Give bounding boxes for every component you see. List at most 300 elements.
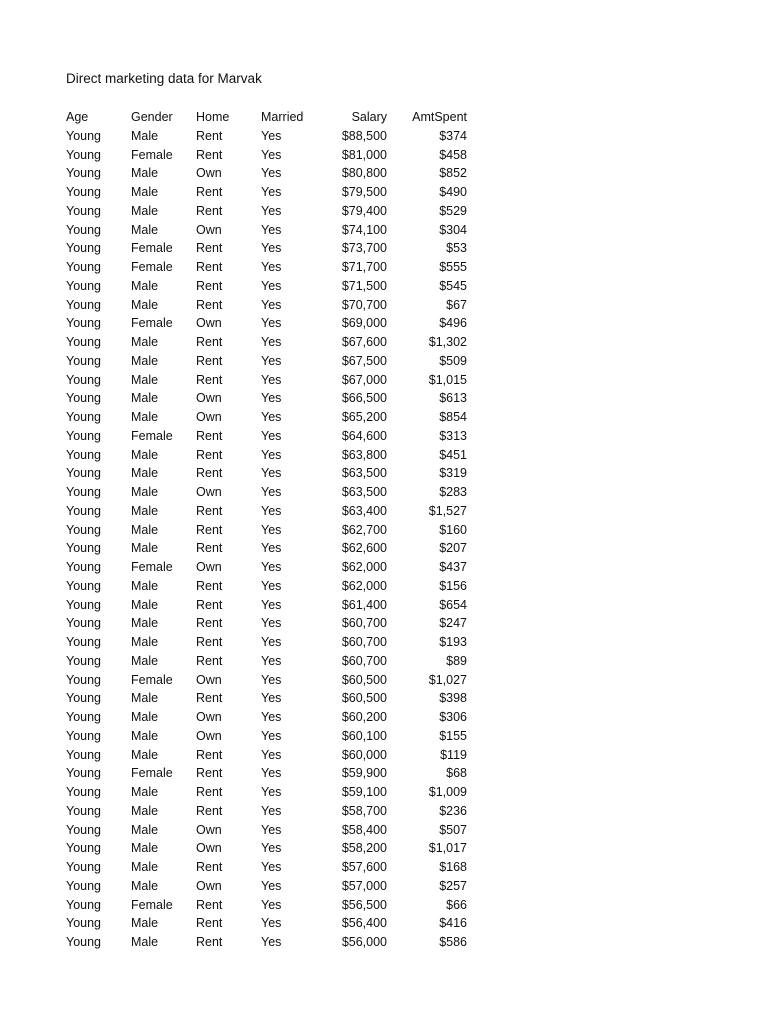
cell-married: Yes bbox=[261, 785, 282, 799]
table-row bbox=[66, 427, 467, 446]
cell-home: Rent bbox=[196, 203, 223, 218]
cell-home: Rent bbox=[196, 747, 223, 762]
cell-age: Young bbox=[66, 428, 101, 443]
cell-gender: Female bbox=[131, 897, 173, 912]
cell-salary: $59,900 bbox=[341, 766, 387, 781]
cell-gender: Male bbox=[131, 653, 159, 668]
cell-married: Yes bbox=[261, 766, 282, 781]
cell-amt-spent: $168 bbox=[439, 860, 467, 874]
cell-home: Own bbox=[196, 710, 222, 724]
cell-married: Yes bbox=[261, 541, 282, 556]
cell-gender: Female bbox=[131, 147, 173, 162]
table-row bbox=[66, 202, 467, 221]
cell-amt-spent: $496 bbox=[439, 316, 467, 331]
cell-age: Young bbox=[66, 860, 101, 874]
cell-married: Yes bbox=[261, 428, 282, 443]
table-row bbox=[66, 127, 467, 146]
table-row bbox=[66, 839, 467, 858]
cell-salary: $58,400 bbox=[341, 822, 387, 837]
cell-amt-spent: $437 bbox=[439, 560, 467, 574]
table-row bbox=[66, 764, 467, 783]
cell-salary: $58,700 bbox=[341, 803, 387, 818]
cell-gender: Male bbox=[131, 447, 159, 462]
cell-amt-spent: $613 bbox=[439, 391, 467, 406]
cell-salary: $59,100 bbox=[341, 785, 387, 799]
cell-home: Rent bbox=[196, 916, 223, 931]
table-row bbox=[66, 296, 467, 315]
cell-age: Young bbox=[66, 803, 101, 818]
cell-age: Young bbox=[66, 747, 101, 762]
cell-home: Rent bbox=[196, 297, 223, 312]
cell-amt-spent: $1,302 bbox=[428, 335, 467, 349]
cell-married: Yes bbox=[261, 560, 282, 574]
cell-married: Yes bbox=[261, 185, 282, 199]
cell-gender: Male bbox=[131, 860, 159, 874]
cell-amt-spent: $545 bbox=[439, 278, 467, 293]
cell-home: Rent bbox=[196, 860, 223, 874]
table-row bbox=[66, 333, 467, 352]
cell-gender: Female bbox=[131, 560, 173, 574]
document-title: Direct marketing data for Marvak bbox=[66, 71, 262, 86]
cell-salary: $60,500 bbox=[341, 672, 387, 687]
cell-home: Rent bbox=[196, 635, 223, 649]
cell-amt-spent: $53 bbox=[446, 241, 467, 256]
table-row bbox=[66, 502, 467, 521]
cell-salary: $64,600 bbox=[341, 428, 387, 443]
cell-amt-spent: $1,009 bbox=[428, 785, 467, 799]
cell-amt-spent: $374 bbox=[439, 128, 467, 143]
cell-married: Yes bbox=[261, 278, 282, 293]
cell-amt-spent: $529 bbox=[439, 203, 467, 218]
cell-home: Rent bbox=[196, 578, 223, 593]
cell-home: Own bbox=[196, 222, 222, 237]
cell-home: Rent bbox=[196, 353, 223, 368]
cell-married: Yes bbox=[261, 616, 282, 631]
cell-married: Yes bbox=[261, 447, 282, 462]
cell-gender: Male bbox=[131, 410, 159, 424]
cell-gender: Male bbox=[131, 278, 159, 293]
cell-gender: Female bbox=[131, 241, 173, 256]
cell-age: Young bbox=[66, 278, 101, 293]
cell-salary: $71,500 bbox=[341, 278, 387, 293]
cell-age: Young bbox=[66, 766, 101, 781]
cell-salary: $62,600 bbox=[341, 541, 387, 556]
cell-salary: $60,200 bbox=[341, 710, 387, 724]
cell-married: Yes bbox=[261, 128, 282, 143]
cell-home: Rent bbox=[196, 785, 223, 799]
cell-gender: Male bbox=[131, 578, 159, 593]
cell-age: Young bbox=[66, 503, 101, 518]
cell-married: Yes bbox=[261, 672, 282, 687]
table-row bbox=[66, 877, 467, 896]
table-row bbox=[66, 596, 467, 615]
cell-home: Own bbox=[196, 822, 222, 837]
cell-gender: Male bbox=[131, 222, 159, 237]
cell-age: Young bbox=[66, 447, 101, 462]
cell-gender: Male bbox=[131, 822, 159, 837]
table-row bbox=[66, 483, 467, 502]
cell-amt-spent: $654 bbox=[439, 597, 467, 612]
cell-home: Own bbox=[196, 728, 222, 743]
cell-salary: $81,000 bbox=[341, 147, 387, 162]
table-row bbox=[66, 727, 467, 746]
cell-age: Young bbox=[66, 316, 101, 331]
cell-amt-spent: $68 bbox=[446, 766, 467, 781]
cell-home: Rent bbox=[196, 466, 223, 481]
cell-salary: $60,700 bbox=[341, 616, 387, 631]
cell-age: Young bbox=[66, 372, 101, 387]
cell-salary: $63,800 bbox=[341, 447, 387, 462]
marketing-data-table bbox=[66, 108, 467, 952]
cell-married: Yes bbox=[261, 203, 282, 218]
cell-married: Yes bbox=[261, 653, 282, 668]
cell-amt-spent: $257 bbox=[439, 878, 467, 893]
cell-home: Rent bbox=[196, 128, 223, 143]
cell-home: Own bbox=[196, 485, 222, 499]
cell-gender: Male bbox=[131, 841, 159, 856]
header-amt-spent: AmtSpent bbox=[412, 110, 467, 124]
cell-salary: $71,700 bbox=[341, 260, 387, 274]
cell-age: Young bbox=[66, 728, 101, 743]
cell-gender: Male bbox=[131, 166, 159, 181]
cell-gender: Male bbox=[131, 597, 159, 612]
cell-married: Yes bbox=[261, 747, 282, 762]
cell-age: Young bbox=[66, 822, 101, 837]
cell-home: Own bbox=[196, 391, 222, 406]
cell-gender: Male bbox=[131, 935, 159, 949]
cell-age: Young bbox=[66, 522, 101, 537]
cell-salary: $74,100 bbox=[341, 222, 387, 237]
table-row bbox=[66, 446, 467, 465]
table-row bbox=[66, 464, 467, 483]
cell-amt-spent: $304 bbox=[439, 222, 467, 237]
cell-amt-spent: $67 bbox=[446, 297, 467, 312]
table-row bbox=[66, 221, 467, 240]
cell-home: Rent bbox=[196, 597, 223, 612]
cell-gender: Male bbox=[131, 353, 159, 368]
cell-gender: Male bbox=[131, 747, 159, 762]
cell-home: Own bbox=[196, 166, 222, 181]
cell-married: Yes bbox=[261, 841, 282, 856]
cell-amt-spent: $555 bbox=[439, 260, 467, 274]
cell-salary: $67,600 bbox=[341, 335, 387, 349]
cell-married: Yes bbox=[261, 335, 282, 349]
cell-gender: Male bbox=[131, 335, 159, 349]
cell-salary: $56,400 bbox=[341, 916, 387, 931]
header-gender: Gender bbox=[131, 110, 173, 124]
cell-age: Young bbox=[66, 916, 101, 931]
cell-age: Young bbox=[66, 578, 101, 593]
cell-salary: $62,000 bbox=[341, 578, 387, 593]
cell-age: Young bbox=[66, 241, 101, 256]
table-row bbox=[66, 558, 467, 577]
cell-home: Own bbox=[196, 410, 222, 424]
cell-home: Own bbox=[196, 316, 222, 331]
cell-age: Young bbox=[66, 897, 101, 912]
cell-age: Young bbox=[66, 691, 101, 706]
cell-amt-spent: $458 bbox=[439, 147, 467, 162]
cell-amt-spent: $509 bbox=[439, 353, 467, 368]
cell-gender: Male bbox=[131, 503, 159, 518]
cell-home: Rent bbox=[196, 241, 223, 256]
cell-amt-spent: $247 bbox=[439, 616, 467, 631]
cell-home: Rent bbox=[196, 447, 223, 462]
cell-married: Yes bbox=[261, 353, 282, 368]
cell-salary: $70,700 bbox=[341, 297, 387, 312]
cell-amt-spent: $854 bbox=[439, 410, 467, 424]
cell-home: Rent bbox=[196, 185, 223, 199]
cell-amt-spent: $490 bbox=[439, 185, 467, 199]
table-row bbox=[66, 933, 467, 952]
cell-age: Young bbox=[66, 597, 101, 612]
table-row bbox=[66, 389, 467, 408]
table-row bbox=[66, 577, 467, 596]
cell-amt-spent: $155 bbox=[439, 728, 467, 743]
cell-age: Young bbox=[66, 466, 101, 481]
cell-age: Young bbox=[66, 841, 101, 856]
table-row bbox=[66, 614, 467, 633]
cell-salary: $58,200 bbox=[341, 841, 387, 856]
table-row bbox=[66, 146, 467, 165]
table-row bbox=[66, 746, 467, 765]
cell-gender: Male bbox=[131, 128, 159, 143]
table-row bbox=[66, 783, 467, 802]
cell-married: Yes bbox=[261, 822, 282, 837]
cell-salary: $67,000 bbox=[341, 372, 387, 387]
table-row bbox=[66, 539, 467, 558]
header-married: Married bbox=[261, 110, 304, 124]
cell-married: Yes bbox=[261, 522, 282, 537]
cell-home: Rent bbox=[196, 803, 223, 818]
cell-salary: $60,100 bbox=[341, 728, 387, 743]
cell-married: Yes bbox=[261, 897, 282, 912]
cell-gender: Male bbox=[131, 785, 159, 799]
cell-married: Yes bbox=[261, 316, 282, 331]
cell-home: Own bbox=[196, 841, 222, 856]
cell-home: Rent bbox=[196, 691, 223, 706]
cell-salary: $73,700 bbox=[341, 241, 387, 256]
cell-married: Yes bbox=[261, 372, 282, 387]
cell-gender: Male bbox=[131, 466, 159, 481]
cell-home: Rent bbox=[196, 147, 223, 162]
cell-gender: Male bbox=[131, 485, 159, 499]
cell-salary: $60,500 bbox=[341, 691, 387, 706]
cell-salary: $65,200 bbox=[341, 410, 387, 424]
table-row bbox=[66, 239, 467, 258]
cell-home: Rent bbox=[196, 372, 223, 387]
cell-salary: $79,400 bbox=[341, 203, 387, 218]
cell-salary: $56,500 bbox=[341, 897, 387, 912]
cell-amt-spent: $89 bbox=[446, 653, 467, 668]
table-row bbox=[66, 858, 467, 877]
cell-married: Yes bbox=[261, 222, 282, 237]
cell-gender: Female bbox=[131, 260, 173, 274]
cell-gender: Male bbox=[131, 297, 159, 312]
cell-amt-spent: $852 bbox=[439, 166, 467, 181]
cell-gender: Male bbox=[131, 691, 159, 706]
cell-age: Young bbox=[66, 353, 101, 368]
cell-amt-spent: $1,015 bbox=[428, 372, 467, 387]
cell-home: Rent bbox=[196, 766, 223, 781]
cell-age: Young bbox=[66, 128, 101, 143]
cell-age: Young bbox=[66, 541, 101, 556]
cell-amt-spent: $416 bbox=[439, 916, 467, 931]
cell-age: Young bbox=[66, 410, 101, 424]
cell-salary: $67,500 bbox=[341, 353, 387, 368]
cell-amt-spent: $193 bbox=[439, 635, 467, 649]
cell-married: Yes bbox=[261, 147, 282, 162]
table-row bbox=[66, 821, 467, 840]
table-row bbox=[66, 408, 467, 427]
cell-gender: Female bbox=[131, 766, 173, 781]
cell-age: Young bbox=[66, 222, 101, 237]
cell-age: Young bbox=[66, 560, 101, 574]
cell-amt-spent: $306 bbox=[439, 710, 467, 724]
cell-home: Own bbox=[196, 560, 222, 574]
cell-amt-spent: $313 bbox=[439, 428, 467, 443]
cell-married: Yes bbox=[261, 597, 282, 612]
cell-married: Yes bbox=[261, 691, 282, 706]
cell-home: Rent bbox=[196, 503, 223, 518]
cell-salary: $63,500 bbox=[341, 466, 387, 481]
cell-gender: Male bbox=[131, 803, 159, 818]
table-row bbox=[66, 183, 467, 202]
table-row bbox=[66, 371, 467, 390]
table-row bbox=[66, 802, 467, 821]
cell-salary: $60,000 bbox=[341, 747, 387, 762]
cell-salary: $66,500 bbox=[341, 391, 387, 406]
cell-gender: Male bbox=[131, 391, 159, 406]
cell-gender: Female bbox=[131, 672, 173, 687]
cell-amt-spent: $451 bbox=[439, 447, 467, 462]
cell-home: Rent bbox=[196, 541, 223, 556]
cell-home: Own bbox=[196, 672, 222, 687]
cell-home: Rent bbox=[196, 428, 223, 443]
cell-home: Rent bbox=[196, 335, 223, 349]
cell-gender: Male bbox=[131, 635, 159, 649]
cell-married: Yes bbox=[261, 578, 282, 593]
table-row bbox=[66, 689, 467, 708]
cell-amt-spent: $1,027 bbox=[428, 672, 467, 687]
cell-home: Rent bbox=[196, 522, 223, 537]
cell-married: Yes bbox=[261, 260, 282, 274]
table-row bbox=[66, 708, 467, 727]
cell-salary: $63,500 bbox=[341, 485, 387, 499]
cell-salary: $79,500 bbox=[341, 185, 387, 199]
cell-age: Young bbox=[66, 185, 101, 199]
cell-married: Yes bbox=[261, 878, 282, 893]
header-home: Home bbox=[196, 110, 230, 124]
cell-age: Young bbox=[66, 935, 101, 949]
cell-gender: Male bbox=[131, 616, 159, 631]
cell-age: Young bbox=[66, 203, 101, 218]
cell-gender: Male bbox=[131, 878, 159, 893]
cell-amt-spent: $156 bbox=[439, 578, 467, 593]
cell-age: Young bbox=[66, 710, 101, 724]
cell-age: Young bbox=[66, 878, 101, 893]
cell-married: Yes bbox=[261, 297, 282, 312]
cell-age: Young bbox=[66, 672, 101, 687]
cell-age: Young bbox=[66, 147, 101, 162]
cell-amt-spent: $1,017 bbox=[428, 841, 467, 856]
cell-age: Young bbox=[66, 260, 101, 274]
cell-salary: $56,000 bbox=[341, 935, 387, 949]
cell-salary: $60,700 bbox=[341, 653, 387, 668]
cell-home: Rent bbox=[196, 935, 223, 949]
cell-gender: Male bbox=[131, 185, 159, 199]
cell-married: Yes bbox=[261, 635, 282, 649]
cell-home: Rent bbox=[196, 616, 223, 631]
table-row bbox=[66, 521, 467, 540]
cell-amt-spent: $66 bbox=[446, 897, 467, 912]
cell-married: Yes bbox=[261, 860, 282, 874]
table-row bbox=[66, 652, 467, 671]
header-row bbox=[66, 108, 467, 127]
cell-salary: $80,800 bbox=[341, 166, 387, 181]
cell-age: Young bbox=[66, 485, 101, 499]
table-row bbox=[66, 314, 467, 333]
cell-married: Yes bbox=[261, 803, 282, 818]
cell-married: Yes bbox=[261, 935, 282, 949]
cell-married: Yes bbox=[261, 466, 282, 481]
cell-amt-spent: $586 bbox=[439, 935, 467, 949]
cell-salary: $57,000 bbox=[341, 878, 387, 893]
cell-age: Young bbox=[66, 616, 101, 631]
cell-gender: Male bbox=[131, 372, 159, 387]
cell-gender: Male bbox=[131, 728, 159, 743]
cell-married: Yes bbox=[261, 391, 282, 406]
cell-married: Yes bbox=[261, 241, 282, 256]
cell-salary: $62,700 bbox=[341, 522, 387, 537]
table-row bbox=[66, 914, 467, 933]
cell-salary: $62,000 bbox=[341, 560, 387, 574]
cell-age: Young bbox=[66, 297, 101, 312]
cell-age: Young bbox=[66, 335, 101, 349]
cell-salary: $60,700 bbox=[341, 635, 387, 649]
table-row bbox=[66, 671, 467, 690]
cell-age: Young bbox=[66, 391, 101, 406]
cell-home: Rent bbox=[196, 278, 223, 293]
table-row bbox=[66, 633, 467, 652]
cell-salary: $61,400 bbox=[341, 597, 387, 612]
cell-age: Young bbox=[66, 635, 101, 649]
cell-amt-spent: $1,527 bbox=[428, 503, 467, 518]
cell-age: Young bbox=[66, 653, 101, 668]
cell-married: Yes bbox=[261, 916, 282, 931]
cell-salary: $88,500 bbox=[341, 128, 387, 143]
table-row bbox=[66, 277, 467, 296]
cell-salary: $63,400 bbox=[341, 503, 387, 518]
cell-amt-spent: $207 bbox=[439, 541, 467, 556]
cell-married: Yes bbox=[261, 710, 282, 724]
cell-gender: Female bbox=[131, 428, 173, 443]
header-age: Age bbox=[66, 110, 89, 124]
cell-gender: Male bbox=[131, 916, 159, 931]
cell-married: Yes bbox=[261, 728, 282, 743]
cell-age: Young bbox=[66, 166, 101, 181]
cell-age: Young bbox=[66, 785, 101, 799]
cell-gender: Male bbox=[131, 710, 159, 724]
table-row bbox=[66, 352, 467, 371]
cell-home: Rent bbox=[196, 260, 223, 274]
table-row bbox=[66, 164, 467, 183]
cell-amt-spent: $398 bbox=[439, 691, 467, 706]
table-row bbox=[66, 896, 467, 915]
cell-married: Yes bbox=[261, 485, 282, 499]
cell-amt-spent: $283 bbox=[439, 485, 467, 499]
cell-gender: Male bbox=[131, 522, 159, 537]
cell-married: Yes bbox=[261, 166, 282, 181]
